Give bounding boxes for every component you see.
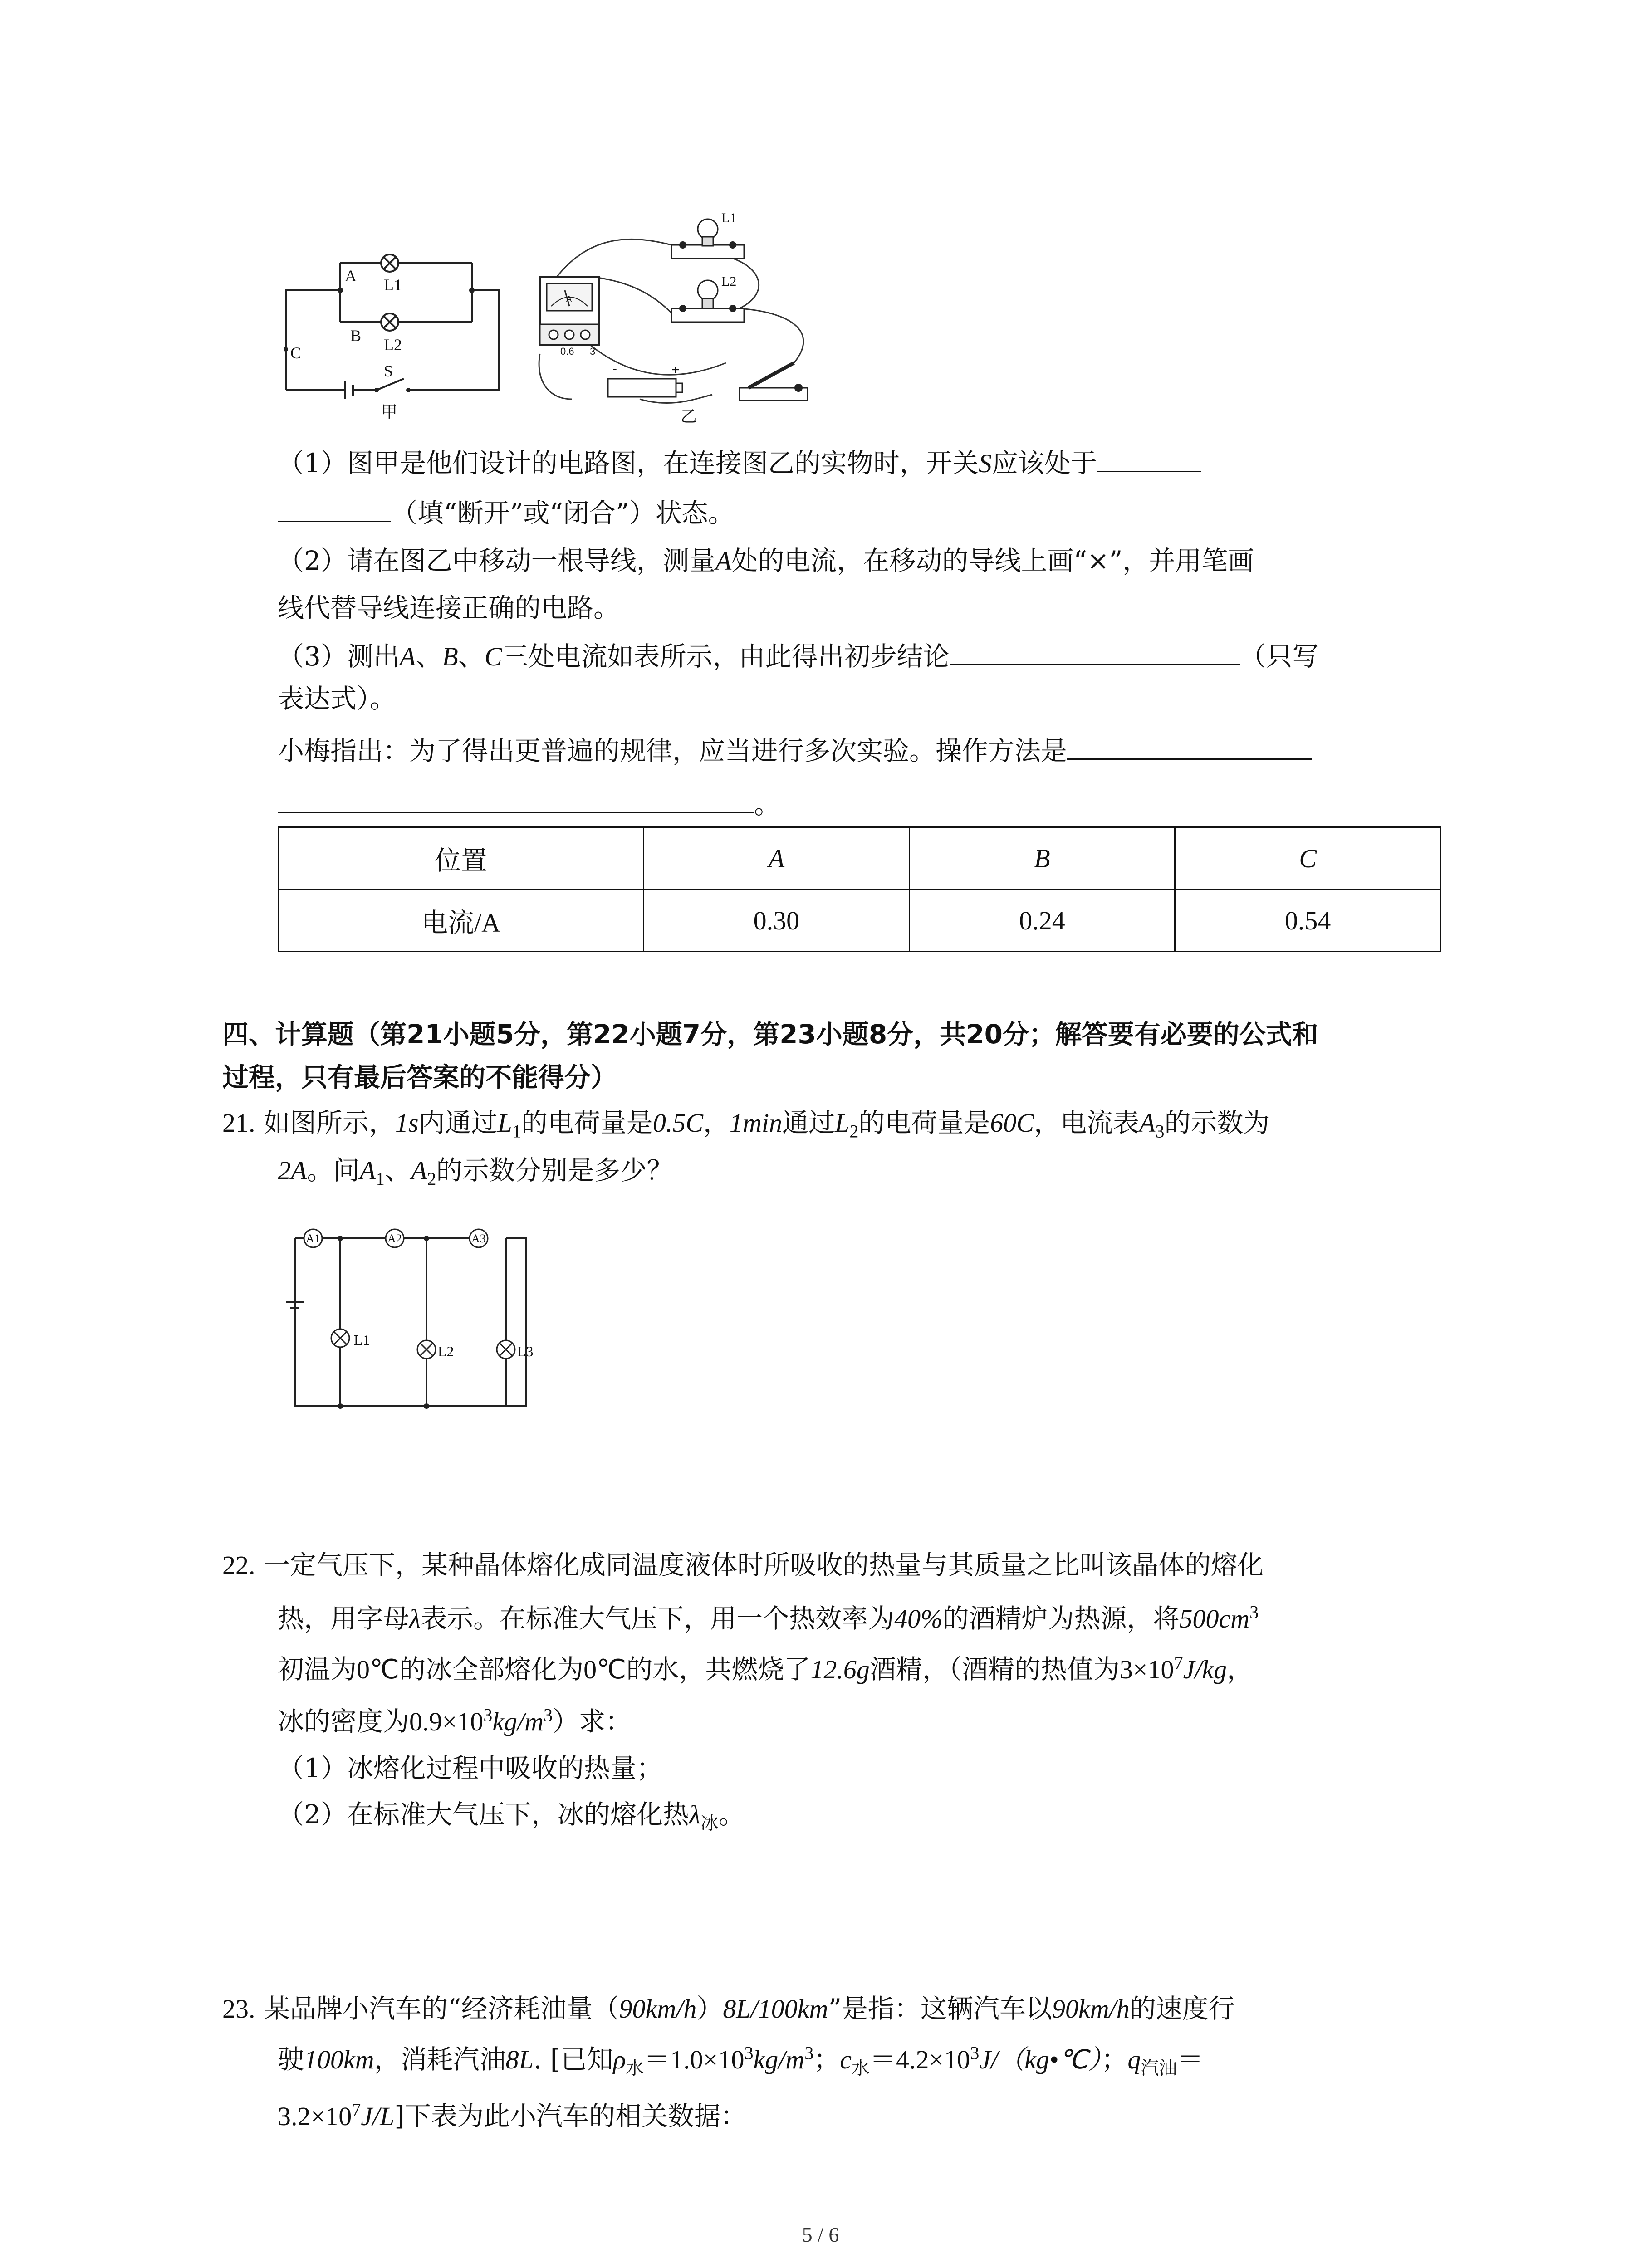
answer-blank-2[interactable] bbox=[950, 637, 1240, 665]
section-heading: 四、计算题（第21小题5分，第22小题7分，第23小题8分，共20分；解答要有必要的公式和 bbox=[222, 1019, 1318, 1050]
table-header-c: C bbox=[1175, 827, 1441, 890]
label-l1: L1 bbox=[354, 1332, 370, 1348]
table-cell: 0.54 bbox=[1175, 890, 1441, 952]
label-b: B bbox=[350, 327, 362, 345]
q20-part4: 小梅指出：为了得出更普遍的规律，应当进行多次实验。操作方法是 bbox=[278, 731, 1312, 769]
svg-text:+: + bbox=[671, 362, 680, 377]
svg-text:L2: L2 bbox=[721, 274, 737, 289]
label-s: S bbox=[384, 362, 393, 380]
svg-text:3: 3 bbox=[590, 346, 596, 357]
label-l2: L2 bbox=[438, 1343, 454, 1359]
q22-line3: 初温为0℃的冰全部熔化为0℃的水，共燃烧了12.6g酒精，（酒精的热值为$3\times 10^7J/kg$， bbox=[278, 1652, 1254, 1685]
circuit-diagram-q21 bbox=[272, 1216, 572, 1424]
label-a: A bbox=[345, 267, 357, 285]
caption-jia: 甲 bbox=[381, 403, 398, 421]
ammeter-icon bbox=[540, 277, 599, 357]
label-a2: A2 bbox=[387, 1232, 402, 1245]
q21-line1: 21. 如图所示，1s内通过$L_1$的电荷量是0.5C，1min通过$L_2$的电荷量是60C，电流表$A_3$的示数为 bbox=[222, 1107, 1270, 1142]
table-row bbox=[279, 890, 1441, 952]
q20-part3: （3）测出A、B、C三处电流如表所示，由此得出初步结论 （只写 bbox=[278, 637, 1319, 675]
label-a3: A3 bbox=[471, 1232, 486, 1245]
table-header-b: B bbox=[909, 827, 1175, 890]
table-header-a: A bbox=[644, 827, 910, 890]
q22-line1: 22. 一定气压下，某种晶体熔化成同温度液体时所吸收的热量与其质量之比叫该晶体的熔化 bbox=[222, 1549, 1264, 1580]
svg-text:-: - bbox=[612, 361, 617, 376]
q22-sub1: （1）冰熔化过程中吸收的热量； bbox=[278, 1753, 663, 1784]
bulb-l1-icon bbox=[671, 210, 744, 259]
current-table bbox=[278, 826, 1441, 952]
q20-part4-cont: 。 bbox=[278, 785, 780, 822]
q22-sub2: （2）在标准大气压下，冰的熔化热$\lambda_冰$。 bbox=[278, 1799, 745, 1834]
svg-text:0.6: 0.6 bbox=[560, 346, 574, 357]
q21-line2: 2A。问$A_1$、$A_2$的示数分别是多少？ bbox=[278, 1155, 673, 1189]
q20-part1-cont: （填“断开”或“闭合”）状态。 bbox=[278, 494, 735, 531]
q20-part3-cont: 表达式）。 bbox=[278, 683, 397, 714]
page-number: 5 / 6 bbox=[802, 2223, 839, 2246]
table-header-position: 位置 bbox=[279, 827, 644, 890]
circuit-diagram-yi bbox=[522, 209, 867, 426]
label-c: C bbox=[290, 344, 302, 362]
svg-text:L1: L1 bbox=[721, 210, 737, 225]
caption-yi: 乙 bbox=[681, 407, 697, 426]
q20-part2: （2）请在图乙中移动一根导线，测量A处的电流，在移动的导线上画“×”，并用笔画 bbox=[278, 545, 1254, 576]
table-cell: 0.30 bbox=[644, 890, 910, 952]
answer-blank-1[interactable] bbox=[1097, 444, 1201, 472]
label-a1: A1 bbox=[306, 1232, 320, 1245]
q20-part2-cont: 线代替导线连接正确的电路。 bbox=[278, 592, 620, 623]
bulb-l2-icon bbox=[671, 274, 744, 322]
q23-line3: $3.2\times 10^7J/L$]下表为此小汽车的相关数据： bbox=[278, 2099, 747, 2131]
table-cell: 0.24 bbox=[909, 890, 1175, 952]
label-l2: L2 bbox=[384, 336, 402, 354]
q22-line2: 热，用字母λ表示。在标准大气压下，用一个热效率为40%的酒精炉为热源，将$500cm^3$ bbox=[278, 1602, 1259, 1634]
q22-line4: 冰的密度为$0.9\times 10^3kg/m^3$）求： bbox=[278, 1705, 632, 1737]
label-l3: L3 bbox=[517, 1343, 534, 1359]
label-l1: L1 bbox=[384, 276, 402, 294]
answer-blank-1b[interactable] bbox=[278, 494, 391, 522]
svg-text:A: A bbox=[566, 294, 572, 303]
table-row-label: 电流/A bbox=[279, 890, 644, 952]
circuit-diagram-jia bbox=[272, 218, 526, 422]
switch-icon bbox=[740, 363, 808, 401]
answer-blank-3[interactable] bbox=[1067, 731, 1312, 760]
answer-blank-3b[interactable] bbox=[278, 785, 754, 813]
battery-icon bbox=[608, 361, 682, 397]
q23-line2: 驶100km，消耗汽油8L. [已知$\rho_水=1.0\times 10^3kg/m^3$；$c_水=4.2\times 10^3J/(kg•℃)$；$q_{汽油}=$ bbox=[278, 2043, 1204, 2079]
table-row bbox=[279, 827, 1441, 890]
q23-line1: 23. 某品牌小汽车的“经济耗油量（90km/h）8L/100km”是指：这辆汽车以90km/h的速度行 bbox=[222, 1993, 1235, 2024]
section-heading-cont: 过程，只有最后答案的不能得分） bbox=[222, 1062, 617, 1093]
q20-part1: （1）图甲是他们设计的电路图，在连接图乙的实物时，开关S应该处于 bbox=[278, 444, 1201, 482]
